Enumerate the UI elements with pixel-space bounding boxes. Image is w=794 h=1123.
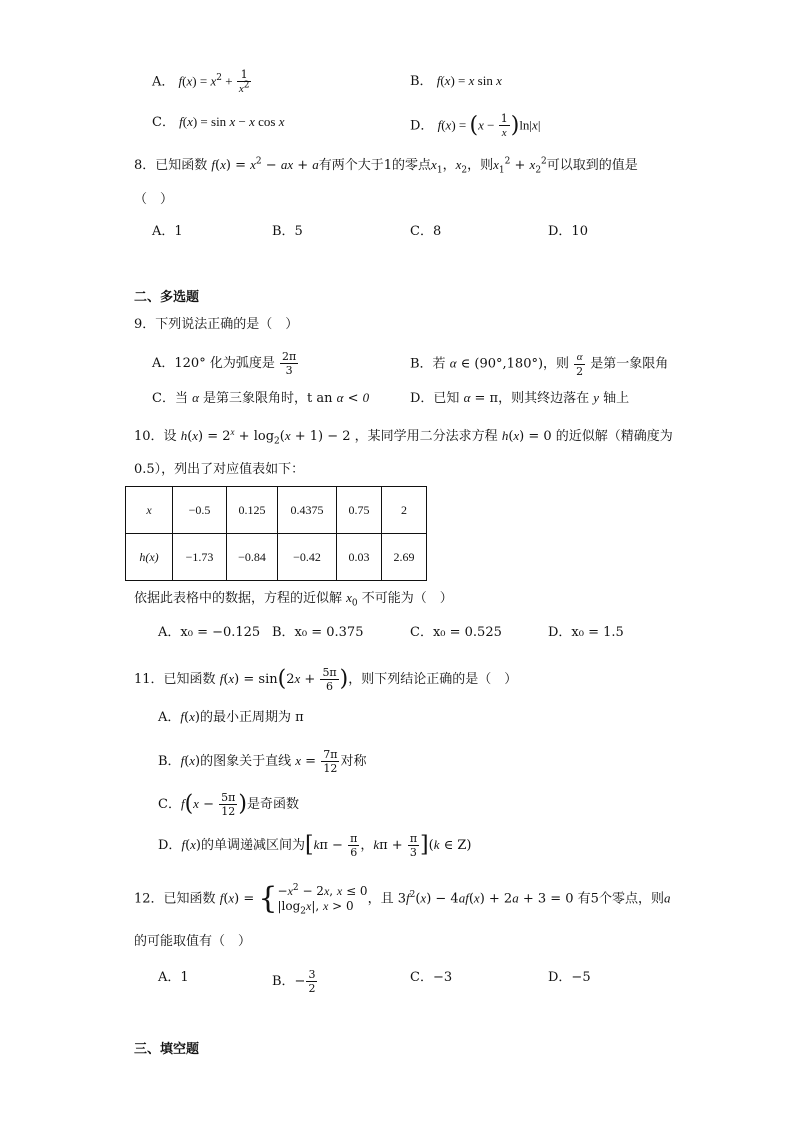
table-cell: 0.125 [227, 487, 278, 534]
q8-option-c: C．8 [410, 224, 442, 239]
table-cell: x [126, 487, 173, 534]
q10-stem-line1: 10．设 $h(x) = 2^x + \log_2(x + 1) - 2$ ，某同学用二分法求方程 h(x) = 0 的近似解（精确度为 [134, 426, 673, 447]
table-cell: −0.84 [227, 534, 278, 581]
q9-option-b: B．若 α ∈ (90°,180°)，则 $\frac{\alpha}{2}$ 是第一象限角 [410, 351, 669, 378]
q12-option-d: D．−5 [548, 970, 591, 985]
table-cell: −0.42 [278, 534, 337, 581]
q10-option-c: C．x₀ = 0.525 [410, 625, 502, 640]
table-cell: 0.03 [337, 534, 382, 581]
q7-option-d-label: D． [410, 118, 434, 134]
q7-option-a: A． $f(x) = x^2$ + $\frac{1}{x^2}$ [152, 68, 250, 95]
table-cell: −1.73 [173, 534, 227, 581]
q10-option-d: D．x₀ = 1.5 [548, 625, 624, 640]
q12-stem: 12．已知函数 f(x) = { $-x^2 - 2x$, x ≤ 0 $|\log_2x|$, x > 0 ，且 $3f^2(x) - 4af(x) + 2a + 3 = 0$ 有5个零点，则a [134, 881, 671, 917]
q8-option-b: B．5 [272, 224, 303, 239]
q9-option-a: A．120° 化为弧度是 $\frac{2\pi}{3}$ [152, 350, 297, 377]
q11-option-a: A．f(x)的最小正周期为 π [158, 709, 304, 725]
section-title-multiple-choice: 二、多选题 [134, 290, 200, 305]
q10-after-table: 依据此表格中的数据，方程的近似解 $x_0$ 不可能为（ ） [134, 590, 453, 609]
value-table [125, 486, 427, 581]
q10-option-b: B．x₀ = 0.375 [272, 625, 364, 640]
q9-option-d: D．已知 α = π，则其终边落在 y 轴上 [410, 390, 630, 406]
q12-option-c: C．−3 [410, 970, 453, 985]
q10-option-a: A．x₀ = −0.125 [158, 625, 261, 640]
table-cell: 0.4375 [278, 487, 337, 534]
q11-option-d: D．f(x)的单调递减区间为[kπ − $\frac{\pi}{6}$ ，kπ + $\frac{\pi}{3}$ ](k ∈ Z) [158, 832, 472, 859]
table-row [126, 534, 427, 581]
q7-option-d: D． f(x) = (x − $\frac{1}{x}$ )ln|x| [410, 112, 541, 139]
table-cell: h(x) [126, 534, 173, 581]
q8-stem: 8．已知函数 $f(x) = x^2$ − ax + a有两个大于1的零点$x_1$，$x_2$，则$x_1^2 + x_2^2$可以取到的值是 [134, 156, 638, 176]
q7-option-c: C． f(x) = sin x − x cos x [152, 114, 285, 130]
table-cell: 2 [382, 487, 427, 534]
table-cell: 2.69 [382, 534, 427, 581]
q7-option-c-label: C． [152, 115, 175, 130]
q8-option-a: A．1 [152, 224, 183, 239]
q11-stem: 11．已知函数 f(x) = sin(2x + $\frac{5\pi}{6}$ )，则下列结论正确的是（ ） [134, 666, 518, 693]
table-row [126, 487, 427, 534]
q11-option-c: C．f(x − $\frac{5\pi}{12}$ )是奇函数 [158, 791, 299, 818]
q8-paren: （ ） [134, 192, 174, 207]
q7-option-b-label: B． [410, 74, 433, 89]
table-cell: −0.5 [173, 487, 227, 534]
q8-option-d: D．10 [548, 224, 588, 239]
q10-stem-line2: 0.5），列出了对应值表如下： [134, 462, 305, 477]
q7-option-a-label: A． [152, 74, 175, 90]
q12-stem-line2: 的可能取值有（ ） [134, 934, 252, 949]
q9-option-c: C．当 α 是第三象限角时，t an α < 0 [152, 390, 370, 406]
table-cell: 0.75 [337, 487, 382, 534]
q9-stem: 9．下列说法正确的是（ ） [134, 317, 299, 332]
q12-option-b: B．− $\frac{3}{2}$ [272, 968, 316, 995]
section-title-fill-in: 三、填空题 [134, 1042, 200, 1057]
q12-option-a: A．1 [158, 970, 189, 985]
q11-option-b: B．f(x)的图象关于直线 x = $\frac{7\pi}{12}$ 对称 [158, 748, 367, 775]
q7-option-b: B． f(x) = x sin x [410, 73, 502, 89]
